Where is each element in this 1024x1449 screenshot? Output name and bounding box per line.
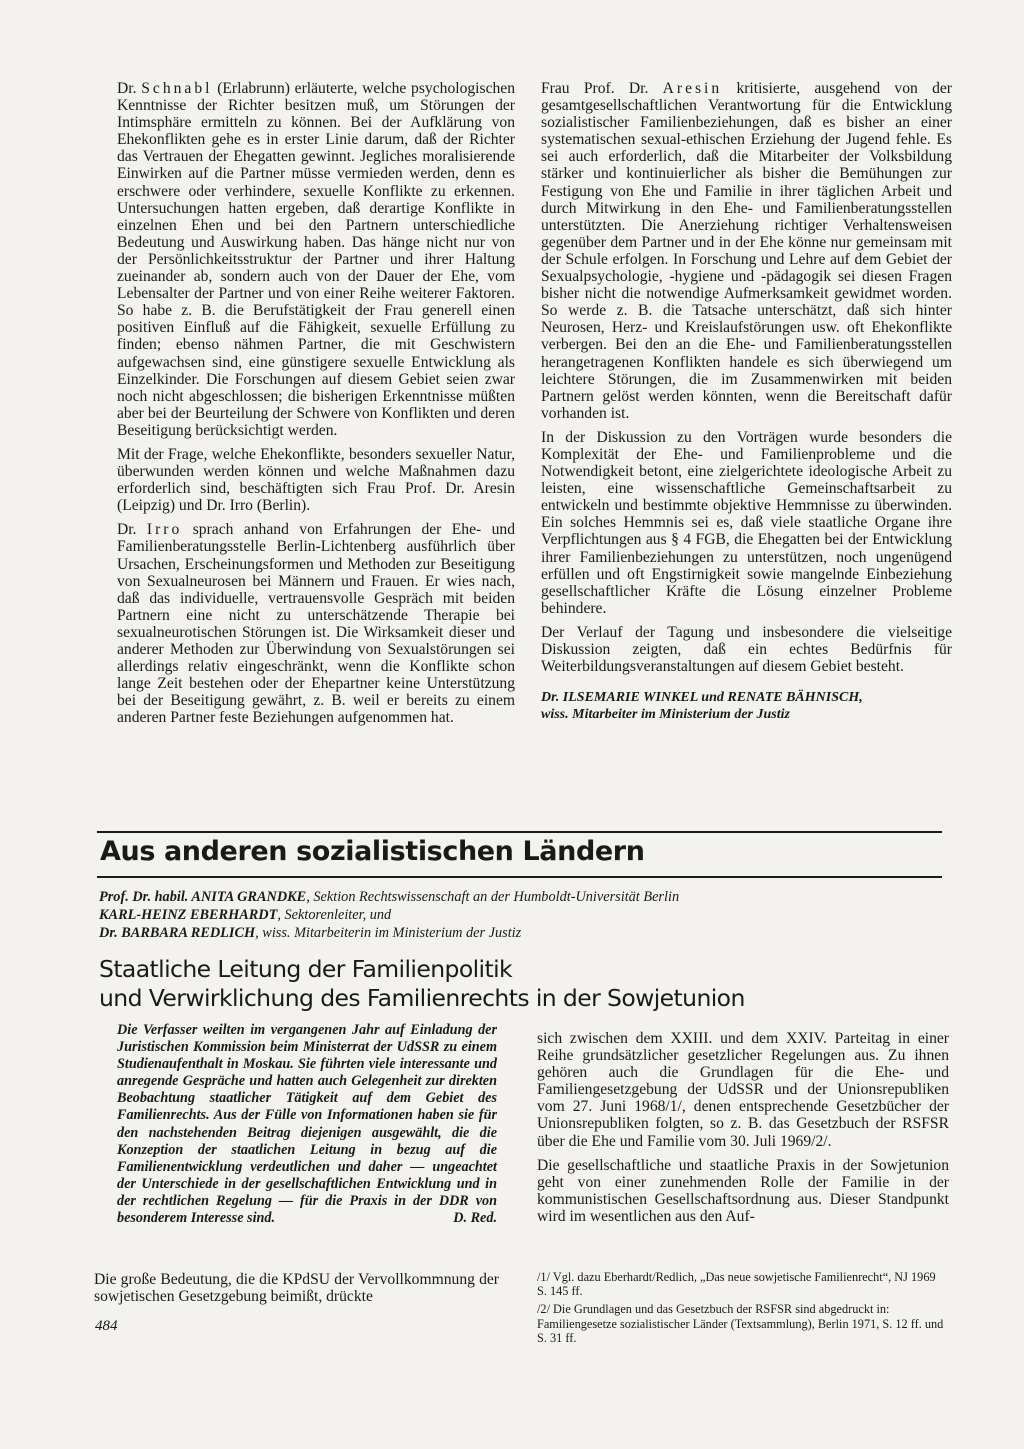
editorial-signoff: D. Red.	[453, 1210, 497, 1227]
author-list	[99, 888, 949, 942]
signature	[541, 689, 952, 723]
text: sprach anhand von Erfahrungen der Ehe- und Familienberatungsstelle Berlin-Lichtenberg ausführlich über Ursachen, Erscheinungsformen und Methoden zur Beseitigung von Sexualneurosen bei Männern und Frauen. Er wies nach, daß das individuelle, vertrauensvolle Gespräch mit beiden Partnern eine nicht zu unterschätzende Therapie bei sexualneurotischen Störungen ist. Die Wirksamkeit dieser und anderer Methoden zur Überwindung von Sexualstörungen sei allerdings relativ eingeschränkt, wenn die Konflikte schon lange Zeit bestehen oder der Ehepartner keine Unterstützung bei der Beseitigung gewährt, z. B. weil er bereits zu einem anderen Partner feste Beziehungen aufgenommen hat.	[117, 521, 516, 727]
paragraph: Die gesellschaftliche und staatliche Praxis in der Sowjetunion geht von einer zunehmenden Rolle der Familie in der kommunistischen Gesellschaftsordnung aus. Dieser Standpunkt wird im wesentlichen aus den Auf-	[537, 1156, 949, 1225]
article-body-left: Die große Bedeutung, die die KPdSU der Vervollkommnung der sowjetischen Gesetzgebung beimißt, drückte	[94, 1271, 499, 1306]
text: Frau Prof. Dr.	[541, 80, 663, 97]
section-heading: Aus anderen sozialistischen Ländern	[100, 836, 645, 867]
paragraph: Der Verlauf der Tagung und insbesondere die vielseitige Diskussion zeigten, daß ein echtes Bedürfnis für Weiterbildungsveranstaltungen auf diesem Gebiet besteht.	[541, 623, 952, 676]
author-line	[99, 924, 949, 942]
page-number: 484	[95, 1318, 118, 1334]
text: kritisierte, ausgehend von der gesamtgesellschaftlichen Verantwortung für die Entwicklung sozialistischer Familienbeziehungen, daß es bisher an einer systematischen sexual-ethischen Erziehung der Jugend fehle. Es sei auch erforderlich, daß die Mitarbeiter der Volksbildung stärker und kontinuierlicher als bisher die Bemühungen zur Festigung von Ehe und Familie in ihrer täglichen Arbeit und durch Mitwirkung in den Ehe- und Familienberatungsstellen unterstützten. Die Anerziehung richtiger Verhaltensweisen gegenüber dem Partner und in der Ehe könne nur gemeinsam mit der Schule erfolgen. In Forschung und Lehre auf dem Gebiet der Sexualpsychologie, -hygiene und -pädagogik sei diesen Fragen bisher nicht die notwendige Aufmerksamkeit gewidmet worden. So werde z. B. die Tatsache unterschätzt, daß sich hinter Neurosen, Herz- und Kreislaufstörungen usw. oft Ehekonflikte verbergen. Bei den an die Ehe- und Familienberatungsstellen herangetragenen Konflikten handele es sich überwiegend um leichtere Störungen, die im Zusammenwirken mit beiden Partnern gelöst werden könnten, wenn die Bereitschaft dafür vorhanden ist.	[541, 80, 952, 422]
author-role: , wiss. Mitarbeiterin im Ministerium der Justiz	[255, 925, 522, 941]
footnotes	[537, 1270, 947, 1349]
speaker-name: Irro	[146, 521, 183, 539]
author-name: KARL-HEINZ EBERHARDT	[99, 907, 278, 923]
signature-names: Dr. ILSEMARIE WINKEL und RENATE BÄHNISCH,	[541, 690, 863, 706]
paragraph	[117, 521, 515, 726]
paragraph: sich zwischen dem XXIII. und dem XXIV. Parteitag in einer Reihe grundsätzlicher gesetzlicher Regelungen aus. Zu ihnen gehören auch die Grundlagen für die Ehe- und Familiengesetzgebung der UdSSR und der Unionsrepubliken vom 27. Juni 1968/1/, denen entsprechende Gesetzbücher der Unionsrepubliken folgten, so z. B. das Gesetzbuch der RSFSR über die Ehe und Familie vom 30. Juli 1969/2/.	[537, 1030, 949, 1150]
text: Dr.	[117, 521, 147, 539]
footnote: /1/ Vgl. dazu Eberhardt/Redlich, „Das neue sowjetische Familienrecht“, NJ 1969 S. 145 ff.	[537, 1270, 936, 1299]
author-line	[99, 906, 949, 924]
article-body-right	[537, 1030, 949, 1232]
author-name: Prof. Dr. habil. ANITA GRANDKE	[99, 889, 307, 905]
speaker-name: Schnabl	[141, 80, 213, 97]
left-column	[117, 80, 515, 733]
intro-text: Die Verfasser weilten im vergangenen Jahr auf Einladung der Juristischen Kommission beim Ministerrat der UdSSR zu einem Studienaufenthalt in Moskau. Sie führten viele interessante und anregende Gespräche und hatten auch Gelegenheit zur direkten Beobachtung staatlicher Tätigkeit auf dem Gebiet des Familienrechts. Aus der Fülle von Informationen haben sie für den nachstehenden Beitrag diejenigen ausgewählt, die die Konzeption der staatlichen Leitung in bezug auf die Familienentwicklung verdeutlichen und daher — ungeachtet der Unterschiede in der gesellschaftlichen Entwicklung und in der rechtlichen Regelung — für die Praxis in der DDR von besonderem Interesse sind.	[117, 1022, 497, 1227]
right-column	[541, 80, 952, 723]
paragraph: Mit der Frage, welche Ehekonflikte, besonders sexueller Natur, überwunden werden können und welche Maßnahmen dazu erforderlich sind, beschäftigten sich Frau Prof. Dr. Aresin (Leipzig) und Dr. Irro (Berlin).	[117, 445, 515, 515]
text: Dr.	[117, 80, 142, 97]
paragraph	[117, 80, 515, 439]
author-line	[99, 888, 949, 906]
author-role: , Sektion Rechtswissenschaft an der Humboldt-Universität Berlin	[306, 889, 680, 905]
signature-affiliation: wiss. Mitarbeiter im Ministerium der Justiz	[541, 707, 790, 723]
paragraph: In der Diskussion zu den Vorträgen wurde besonders die Komplexität der Ehe- und Familienprobleme und die Notwendigkeit betont, eine zielgerichtete ideologische Arbeit zu leisten, eine wissenschaftliche Gemeinschaftsarbeit zu entwickeln und bestimmte objektive Hemmnisse zu überwinden. Ein solches Hemmnis sei es, daß viele staatliche Organe ihre Verpflichtungen aus § 4 FGB, die Ehegatten bei der Entwicklung ihrer Familienbeziehungen zu unterstützen, noch ungenügend erfüllen und oft Engstirnigkeit sowie mangelnde Einbeziehung gesellschaftlicher Kräfte die Lösung einzelner Probleme behindere.	[541, 428, 952, 617]
divider	[97, 831, 942, 833]
text: (Erlabrunn) erläuterte, welche psychologischen Kenntnisse der Richter besitzen muß, um Störungen der Intimsphäre ermitteln zu können. Bei der Aufklärung von Ehekonflikten gehe es in erster Linie darum, daß der Richter das Vertrauen der Ehegatten gewinnt. Jegliches moralisierende Einwirken auf die Partner müsse vermieden werden, denn es erschwere oder verhindere, sexuelle Konflikte zu erkennen. Untersuchungen hatten ergeben, daß derartige Konflikte in einzelnen Ehen und bei den Partnern unterschiedliche Bedeutung und Auswirkung haben. Das hänge nicht nur von der Persönlichkeitsstruktur der Partner und ihrer Haltung zueinander ab, sondern auch von der Dauer der Ehe, vom Lebensalter der Partner und von einer Reihe weiterer Faktoren. So habe z. B. die Berufstätigkeit der Frau generell einen positiven Einfluß auf die Fähigkeit, sexuelle Erfüllung zu finden; ebenso nähmen Partner, die mit Geschwistern aufgewachsen sind, eine günstigere sexuelle Entwicklung als Einzelkinder. Die Forschungen auf diesem Gebiet seien zwar noch nicht abgeschlossen; die bisherigen Erkenntnisse müßten aber bei der Beurteilung der Schwere von Konflikten und deren Beseitigung berücksichtigt werden.	[117, 80, 515, 439]
paragraph	[541, 80, 952, 422]
footnote: /2/ Die Grundlagen und das Gesetzbuch der RSFSR sind abgedruckt in: Familiengesetze sozialistischer Länder (Textsammlung), Berlin 1971, S. 12 ff. und S. 31 ff.	[537, 1302, 944, 1345]
article-title-line: Staatliche Leitung der Familienpolitik	[99, 955, 513, 983]
author-name: Dr. BARBARA REDLICH	[99, 925, 256, 941]
article-title-line: und Verwirklichung des Familienrechts in der Sowjetunion	[99, 984, 745, 1012]
divider	[97, 876, 942, 878]
author-role: , Sektorenleiter, und	[277, 907, 392, 923]
article-title	[99, 955, 949, 1013]
speaker-name: Aresin	[662, 80, 723, 97]
editorial-intro	[117, 1022, 497, 1227]
